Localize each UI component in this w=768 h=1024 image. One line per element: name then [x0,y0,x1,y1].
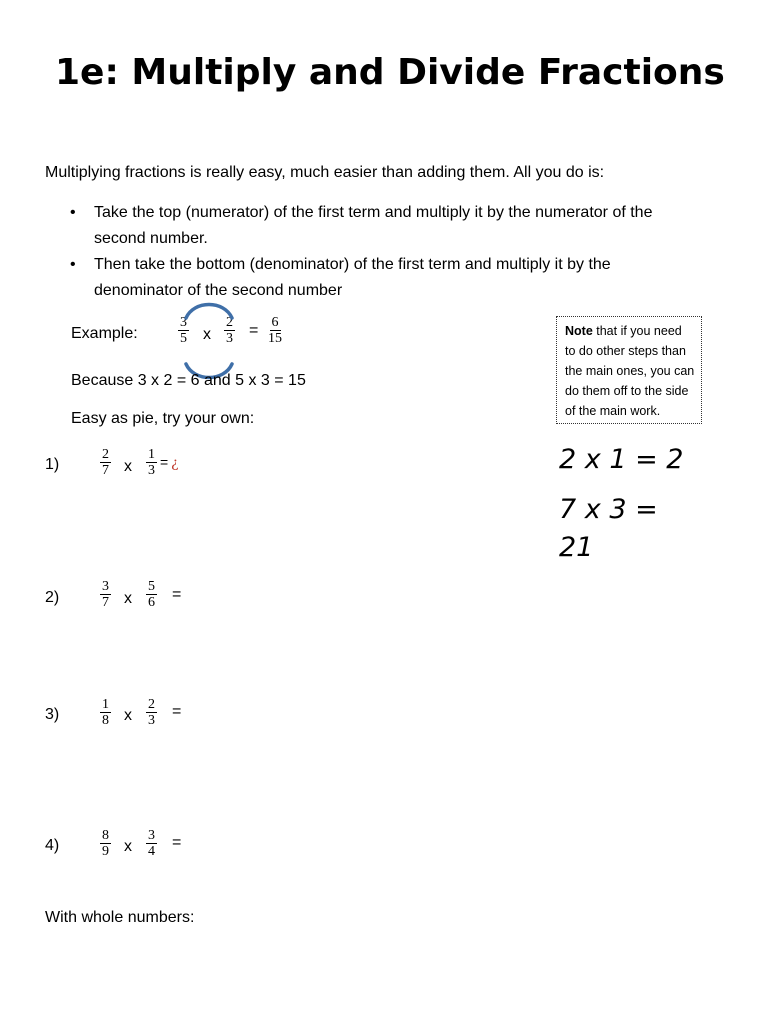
question-number: 3) [45,706,60,723]
times-sign: x [203,326,211,343]
numerator: 2 [102,447,109,462]
note-text: that if you need to do other steps than the main ones, you can do them off to the side of the main work. [565,324,695,418]
equals-sign: = [160,454,169,470]
list-item [70,200,690,252]
denominator: 3 [148,463,155,478]
numerator: 5 [148,579,155,594]
numerator: 3 [180,315,187,330]
denominator: 3 [148,713,155,728]
times-sign: x [124,838,132,855]
question-number: 2) [45,589,60,606]
answer-placeholder-mark: ¿ [171,455,179,471]
note-bold: Note [565,324,593,338]
numerator: 6 [271,315,279,330]
section-heading-whole-numbers: With whole numbers: [45,909,195,926]
denominator: 5 [180,331,187,346]
equals-sign: = [172,703,182,720]
times-sign: x [124,590,132,607]
question-fraction-a [100,697,111,728]
side-work-line: 7 x 3 = [559,494,658,525]
numerator: 3 [148,828,155,843]
page-title: 1e: Multiply and Divide Fractions [55,52,725,93]
intro-paragraph: Multiplying fractions is really easy, much easier than adding them. All you do is: [45,164,605,181]
denominator: 15 [268,331,282,346]
equals-sign: = [172,586,182,603]
side-work [559,441,683,567]
denominator: 7 [102,463,109,478]
question-number: 1) [45,456,60,473]
question-fraction-b [146,579,157,610]
equals-sign: = [172,834,182,851]
numerator: 2 [226,315,233,330]
because-text: Because 3 x 2 = 6 and 5 x 3 = 15 [71,372,306,389]
numerator: 1 [148,447,155,462]
equals-sign: = [249,322,259,339]
question-fraction-a [100,828,111,859]
question-number: 4) [45,837,60,854]
denominator: 9 [102,844,109,859]
question-fraction-b [146,828,157,859]
bullet-icon: • [70,204,76,221]
steps-list [70,200,690,304]
question-fraction-b [146,697,157,728]
denominator: 4 [148,844,155,859]
denominator: 8 [102,713,109,728]
example-label: Example: [71,325,138,342]
denominator: 7 [102,595,109,610]
list-item [70,252,690,304]
numerator: 1 [102,697,109,712]
bullet-text: Take the top (numerator) of the first term and multiply it by the numerator of the second number. [94,204,653,247]
numerator: 8 [102,828,109,843]
question-fraction-a [100,579,111,610]
numerator: 2 [148,697,155,712]
side-work-line: 21 [559,532,594,563]
numerator: 3 [102,579,109,594]
example-fraction-result [266,315,284,346]
bullet-text: Then take the bottom (denominator) of the first term and multiply it by the denominator of the second number [94,256,611,299]
denominator: 3 [226,331,233,346]
easy-text: Easy as pie, try your own: [71,410,255,427]
times-sign: x [124,458,132,475]
times-sign: x [124,707,132,724]
question-fraction-b [146,447,157,478]
denominator: 6 [148,595,155,610]
question-fraction-a [100,447,111,478]
note-box [556,316,702,424]
bullet-icon: • [70,256,76,273]
side-work-line: 2 x 1 = 2 [559,444,684,475]
